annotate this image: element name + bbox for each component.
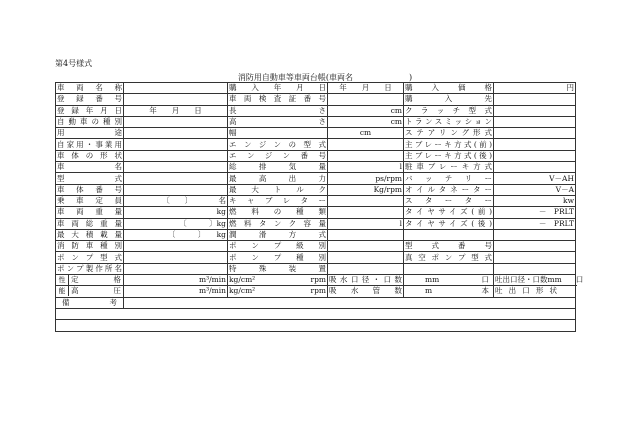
- intake-unit: mm: [425, 275, 440, 285]
- outlet-size-unit: mm: [547, 275, 562, 285]
- field-value[interactable]: l: [328, 218, 404, 229]
- field-label: スターター: [405, 196, 492, 206]
- field-value[interactable]: [494, 241, 576, 252]
- field-value[interactable]: － PRLT: [494, 218, 576, 229]
- field-value[interactable]: [124, 252, 228, 263]
- field-value[interactable]: kg: [124, 207, 228, 218]
- intake-value[interactable]: [404, 275, 494, 286]
- ledger-row: [56, 263, 576, 274]
- performance-side-label: 能: [56, 286, 69, 296]
- ledger-row: [56, 252, 576, 263]
- field-label: エンジン番号: [229, 150, 326, 160]
- field-label: 最大トルク: [229, 184, 326, 194]
- ledger-row: [56, 139, 576, 150]
- ledger-row: [56, 116, 576, 127]
- field-label: [404, 263, 494, 274]
- outlet-unit: [557, 286, 574, 296]
- field-value[interactable]: [328, 252, 404, 263]
- form-title: 消防用自動車等車両台帳(車両名 ): [237, 73, 413, 82]
- field-value[interactable]: [328, 263, 404, 274]
- field-label: ステアリング形式: [405, 128, 492, 138]
- field-value[interactable]: V－A: [494, 184, 576, 195]
- ledger-row: [56, 94, 576, 105]
- pressure-speed-cell[interactable]: [228, 286, 328, 297]
- field-value[interactable]: cm: [328, 128, 404, 139]
- field-label: 主ブレーキ方式(前): [405, 139, 492, 149]
- remarks-line[interactable]: [56, 320, 576, 331]
- field-label: 車両総重量: [57, 218, 122, 228]
- field-value[interactable]: [494, 94, 576, 105]
- field-label: 燃料タンク容量: [229, 218, 326, 228]
- outlet-label: 吐出口径・口数: [495, 275, 548, 285]
- flow-value[interactable]: m³/min: [124, 286, 228, 297]
- field-value[interactable]: [328, 195, 404, 206]
- field-label: 主ブレーキ方式(後): [405, 150, 492, 160]
- field-label: 自家用・事業用: [57, 139, 122, 149]
- field-value[interactable]: [328, 207, 404, 218]
- speed-unit: rpm: [310, 286, 326, 296]
- ledger-row: [56, 173, 576, 184]
- intake-label: 吸水管数: [329, 286, 402, 296]
- field-label: タイヤサイズ(後): [405, 218, 492, 228]
- field-label: 乗車定員: [57, 196, 122, 206]
- ledger-row: [56, 241, 576, 252]
- field-value[interactable]: [494, 105, 576, 116]
- performance-row: [56, 275, 576, 286]
- field-label: 購入先: [405, 94, 492, 104]
- field-value[interactable]: [328, 241, 404, 252]
- field-label: 登録年月日: [57, 105, 122, 115]
- outlet-unit: [548, 275, 587, 285]
- remarks-blank-line: [56, 320, 576, 331]
- field-label: 最高出力: [229, 173, 326, 183]
- field-value[interactable]: [124, 184, 228, 195]
- field-value[interactable]: [494, 252, 576, 263]
- field-label: ポンプ級別: [229, 241, 326, 251]
- ledger-row: [56, 83, 576, 94]
- field-label: 真空ポンプ型式: [405, 252, 492, 262]
- ledger-main-rows: [56, 83, 584, 332]
- outlet-cell[interactable]: [494, 275, 584, 286]
- field-label: 長さ: [229, 105, 326, 115]
- outlet-count-unit: 口: [575, 275, 584, 285]
- ledger-row: [56, 162, 576, 173]
- field-value[interactable]: [124, 139, 228, 150]
- ledger-row: [56, 229, 576, 240]
- field-value[interactable]: [494, 162, 576, 173]
- outlet-label: 吐出口形状: [495, 286, 557, 296]
- form-number: 第4号様式: [55, 59, 93, 68]
- ledger-row: [56, 105, 576, 116]
- field-label: 燃料の種類: [229, 207, 326, 217]
- field-label: クラッチ型式: [405, 105, 492, 115]
- field-value[interactable]: [124, 128, 228, 139]
- field-label: 自動車の種別: [57, 117, 122, 127]
- field-value[interactable]: Kg/rpm: [328, 184, 404, 195]
- field-value[interactable]: [494, 116, 576, 127]
- field-value[interactable]: [328, 229, 404, 240]
- field-value[interactable]: [124, 173, 228, 184]
- performance-label-cell: [56, 275, 124, 286]
- field-value[interactable]: [124, 150, 228, 161]
- outlet-cell[interactable]: [494, 286, 576, 297]
- pressure-unit: kg/cm²: [229, 286, 256, 296]
- field-label: 総排気量: [229, 162, 326, 172]
- field-value[interactable]: cm: [328, 116, 404, 127]
- field-value[interactable]: 年 月 日: [124, 105, 228, 116]
- field-value[interactable]: l: [328, 162, 404, 173]
- remarks-blank-line: [56, 308, 576, 319]
- ledger-row: [56, 207, 576, 218]
- field-label: 車両重量: [57, 207, 122, 217]
- performance-label-cell: [56, 286, 124, 297]
- field-label: キャブレター: [229, 196, 326, 206]
- field-label: 最大積載量: [57, 230, 122, 239]
- remarks-value[interactable]: [124, 297, 576, 308]
- remarks-row: [56, 297, 576, 308]
- intake-count-unit: 本: [481, 286, 489, 296]
- field-label: 車両名称: [57, 83, 122, 93]
- ledger-row: [56, 128, 576, 139]
- field-value[interactable]: [494, 263, 576, 274]
- field-value[interactable]: [328, 94, 404, 105]
- field-label: ポンプ種別: [229, 252, 326, 262]
- remarks-label: 備考: [56, 297, 124, 308]
- performance-row: [56, 286, 576, 297]
- field-value[interactable]: [124, 83, 228, 94]
- field-label: 車名: [57, 162, 122, 172]
- intake-unit: m: [425, 286, 433, 296]
- performance-label: 高圧: [71, 286, 121, 296]
- field-label: トランスミッション: [405, 117, 492, 127]
- field-label: 車体の形状: [57, 150, 122, 160]
- ledger-row: [56, 218, 576, 229]
- field-label: 車体番号: [57, 184, 122, 194]
- field-label: バッテリー: [405, 173, 492, 183]
- field-label: [404, 229, 494, 240]
- field-label: 駐車ブレーキ方式: [405, 162, 492, 172]
- field-value[interactable]: [494, 150, 576, 161]
- field-label: ポンプ型式: [57, 252, 122, 262]
- field-label: エンジンの型式: [229, 139, 326, 149]
- field-value[interactable]: [328, 150, 404, 161]
- field-value[interactable]: [494, 128, 576, 139]
- intake-value[interactable]: [404, 286, 494, 297]
- speed-unit: rpm: [310, 275, 326, 285]
- field-value[interactable]: 〔 〕 kg: [124, 229, 228, 240]
- field-label: ポンプ製作所名: [57, 263, 122, 273]
- field-value[interactable]: [124, 94, 228, 105]
- field-value[interactable]: 〔 〕 名: [124, 195, 228, 206]
- field-value[interactable]: 円: [494, 83, 576, 94]
- field-label: 消防車種別: [57, 241, 122, 251]
- flow-value[interactable]: m³/min: [124, 275, 228, 286]
- field-value[interactable]: [494, 139, 576, 150]
- intake-count-unit: 口: [481, 275, 489, 285]
- field-label: 型式番号: [405, 241, 492, 251]
- pressure-unit: kg/cm²: [229, 275, 256, 285]
- ledger-row: [56, 150, 576, 161]
- field-value[interactable]: － PRLT: [494, 207, 576, 218]
- field-label: 高さ: [229, 117, 326, 127]
- field-value[interactable]: 〔 〕kg: [124, 218, 228, 229]
- field-label: タイヤサイズ(前): [405, 207, 492, 217]
- performance-label: 定格: [71, 275, 121, 285]
- field-label: 購入価格: [405, 83, 492, 93]
- field-value[interactable]: 年 月 日: [328, 83, 404, 94]
- intake-label: 吸水口径・口数: [329, 275, 402, 285]
- field-value[interactable]: [124, 162, 228, 173]
- remarks-line[interactable]: [56, 308, 576, 319]
- field-value[interactable]: V－AH: [494, 173, 576, 184]
- field-label: 幅: [228, 128, 328, 139]
- field-value[interactable]: ps/rpm: [328, 173, 404, 184]
- field-label: オイルタネーター: [405, 184, 492, 194]
- pressure-speed-cell[interactable]: [228, 275, 328, 286]
- field-value[interactable]: [124, 263, 228, 274]
- field-value[interactable]: [124, 241, 228, 252]
- performance-side-label: 性: [56, 275, 69, 285]
- ledger-row: [56, 184, 576, 195]
- field-label: 潤滑方式: [229, 230, 326, 239]
- field-label: 型式: [57, 173, 122, 183]
- field-value[interactable]: [494, 229, 576, 240]
- vehicle-ledger-table: [55, 82, 584, 332]
- field-value[interactable]: kw: [494, 195, 576, 206]
- field-value[interactable]: [328, 139, 404, 150]
- field-label: 車両検査証番号: [229, 94, 326, 104]
- field-label: 用途: [57, 128, 122, 138]
- field-value[interactable]: [124, 116, 228, 127]
- field-label: 特殊装置: [229, 263, 326, 273]
- field-label: 登録番号: [57, 94, 122, 104]
- field-value[interactable]: cm: [328, 105, 404, 116]
- field-label: 購入年月日: [229, 83, 326, 93]
- ledger-row: [56, 195, 576, 206]
